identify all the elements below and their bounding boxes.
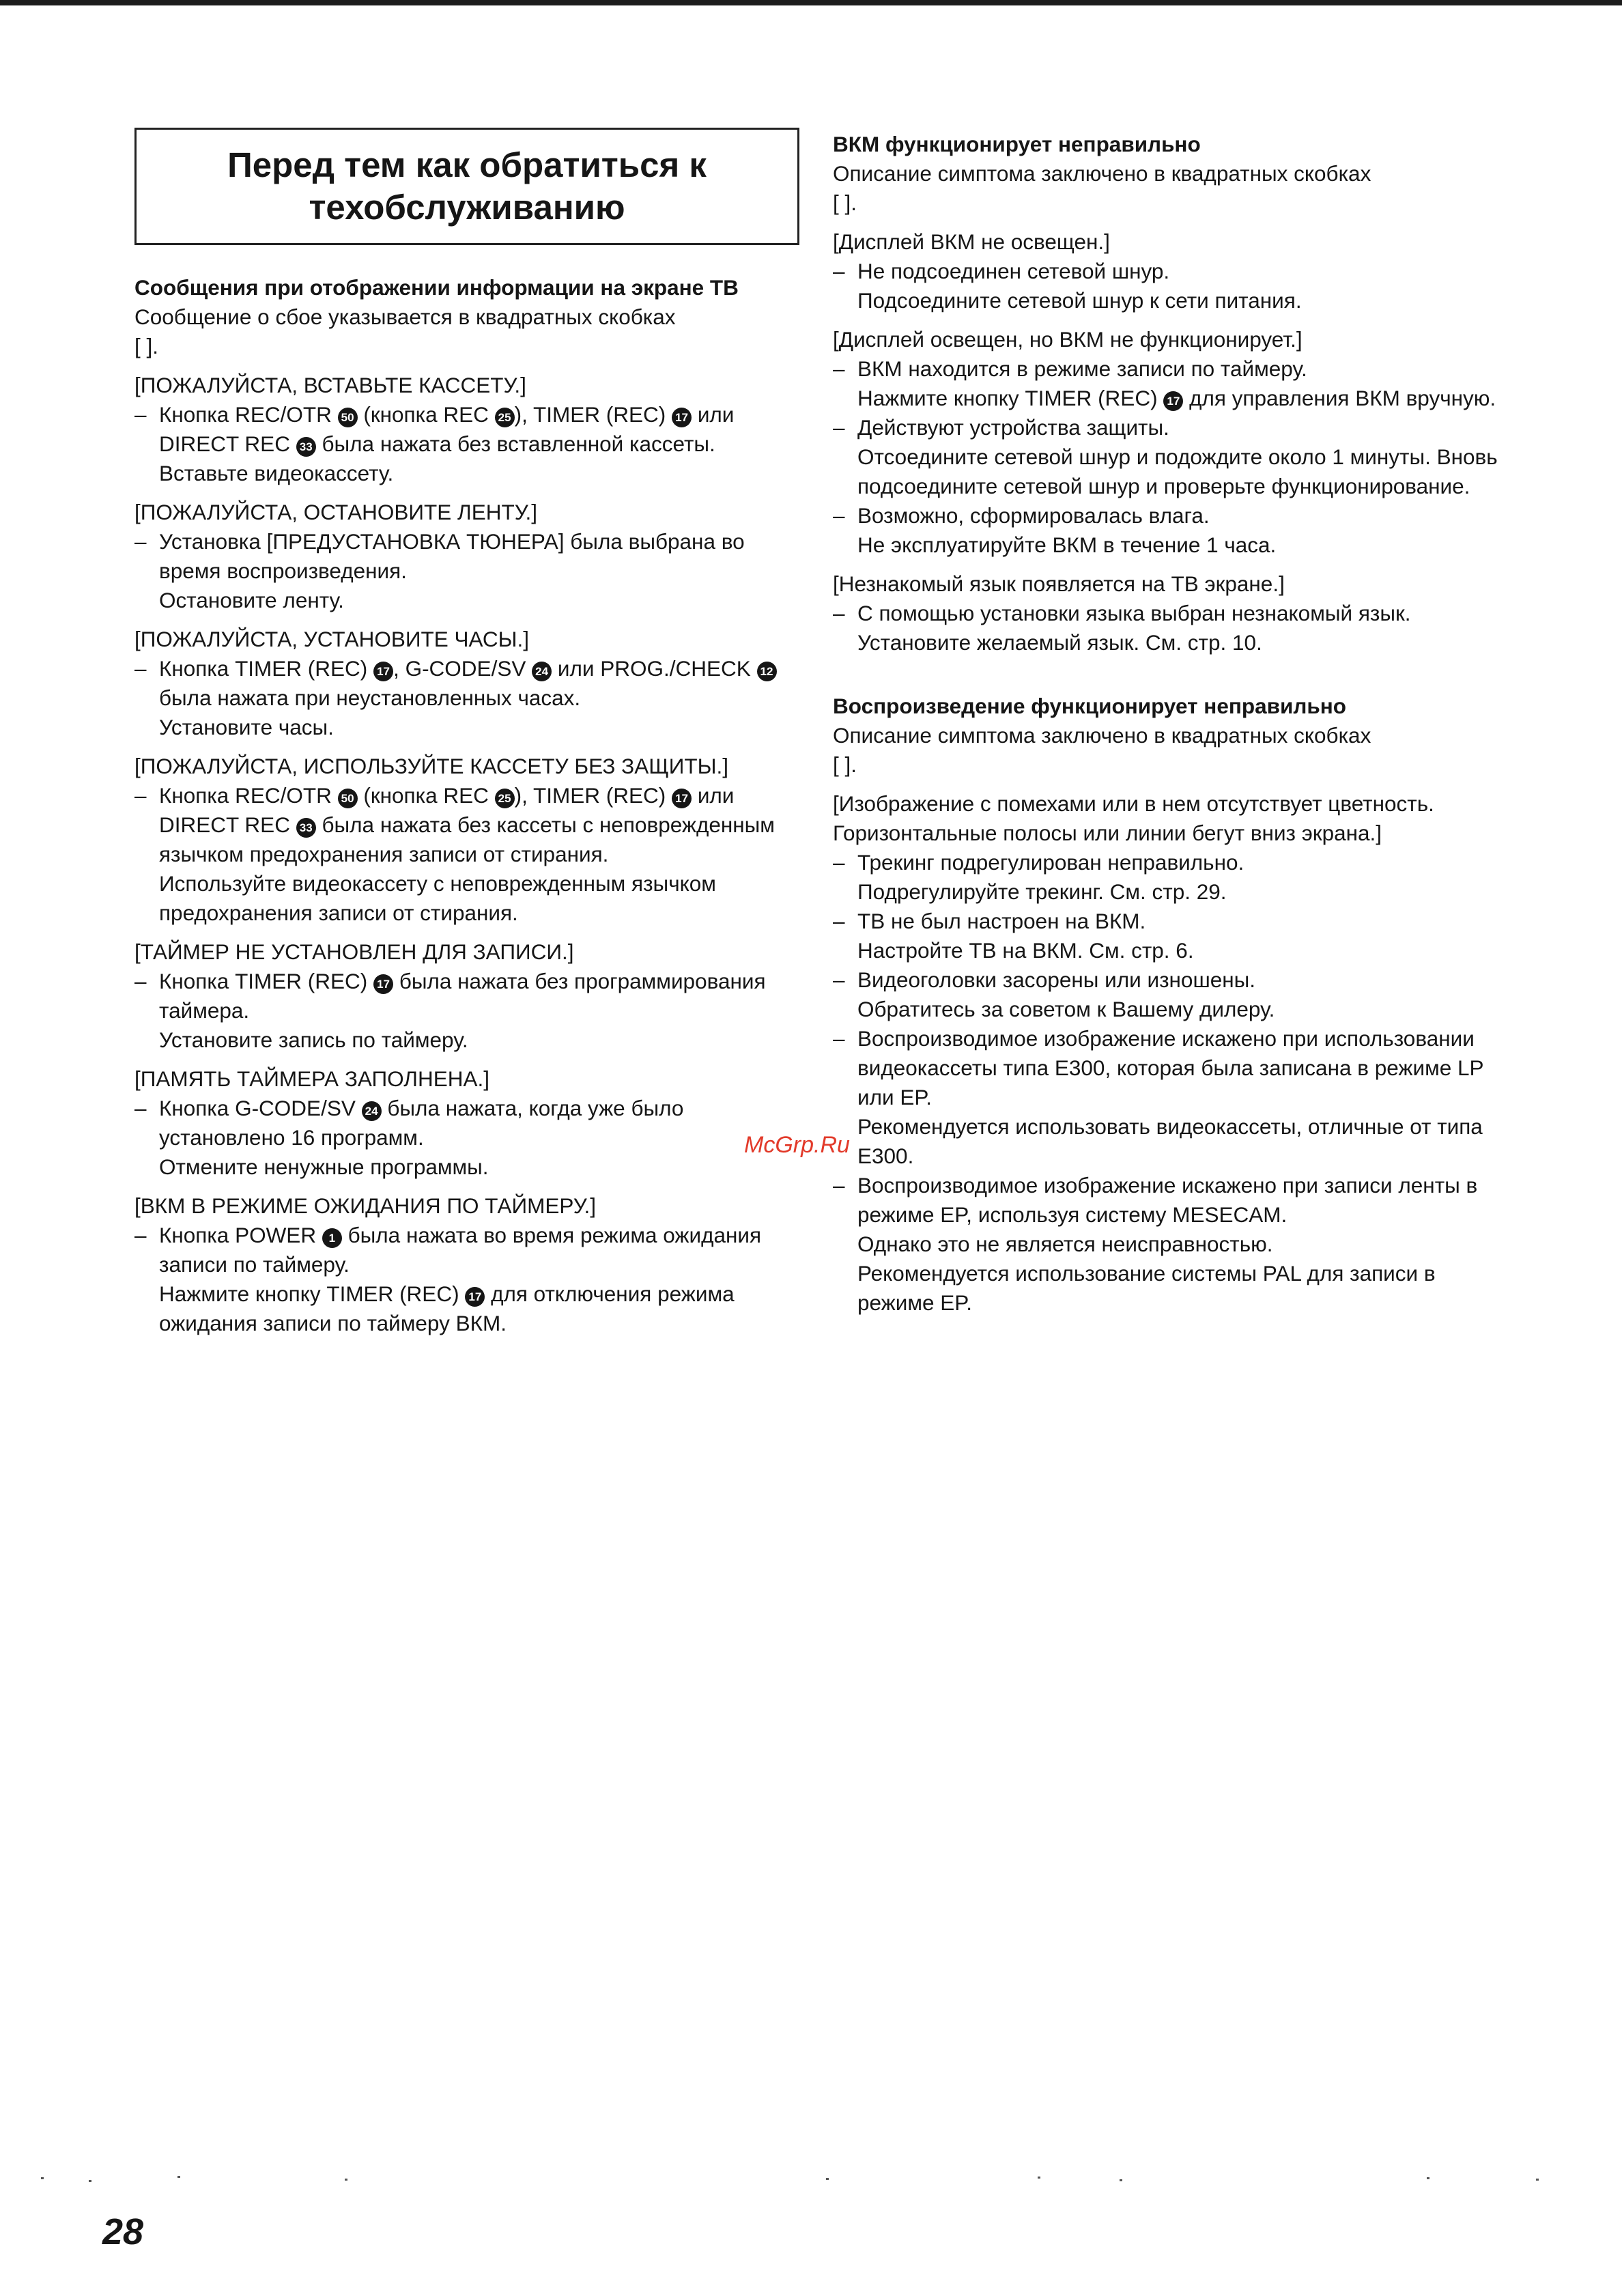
dash-bullet: – (833, 909, 845, 933)
remedy-text: Отмените ненужные программы. (159, 1154, 489, 1179)
dash-bullet: – (833, 850, 845, 875)
message-block (134, 625, 797, 742)
message-label: [ПАМЯТЬ ТАЙМЕРА ЗАПОЛНЕНА.] (134, 1066, 489, 1091)
page-title: Перед тем как обратиться к техобслуживанию (227, 145, 707, 227)
message-label: [ПОЖАЛУЙСТА, ВСТАВЬТЕ КАССЕТУ.] (134, 373, 526, 397)
remedy-text: Настройте ТВ на ВКМ. См. стр. 6. (857, 938, 1194, 963)
list-item: – Воспроизводимое изображение искажено при записи ленты в режиме EP, используя систему MESECAM. Однако это не является неисправностью. Рекомендуется использование системы PAL для записи в режиме EP. (833, 1171, 1516, 1318)
scan-speck (826, 2178, 829, 2180)
message-label: [ПОЖАЛУЙСТА, УСТАНОВИТЕ ЧАСЫ.] (134, 627, 529, 651)
brackets-note: [ ]. (833, 752, 857, 777)
number-badge: 17 (373, 974, 393, 994)
remedy-text: Остановите ленту. (159, 588, 344, 612)
section-intro: Описание симптома заключено в квадратных скобках (833, 161, 1371, 186)
remedy-text: Подрегулируйте трекинг. См. стр. 29. (857, 879, 1227, 904)
symptom-block (833, 789, 1516, 1318)
number-badge: 17 (373, 662, 393, 681)
symptom-block (833, 325, 1516, 560)
scan-speck (177, 2176, 180, 2178)
remedy-text: Вставьте видеокассету. (159, 461, 394, 485)
number-badge: 17 (1163, 391, 1183, 411)
remedy-text: Подсоедините сетевой шнур к сети питания. (857, 288, 1302, 313)
remedy-text: Рекомендуется использовать видеокассеты, отличные от типа E300. (857, 1114, 1483, 1168)
top-rule (0, 0, 1622, 5)
message-block (134, 1064, 797, 1182)
number-badge: 12 (757, 662, 777, 681)
message-block (134, 1191, 797, 1338)
number-badge: 1 (322, 1228, 342, 1248)
dash-bullet: – (134, 1223, 147, 1247)
list-item: – Кнопка REC/OTR 50 (кнопка REC 25 ), TIMER (REC) 17 или DIRECT REC 33 была нажата без вставленной кассеты. Вставьте видеокассету. (134, 400, 797, 488)
list-item: – Действуют устройства защиты. Отсоедините сетевой шнур и подождите около 1 минуты. Вновь подсоедините сетевой шнур и проверьте функционирование. (833, 413, 1516, 501)
dash-bullet: – (833, 1173, 845, 1197)
dash-bullet: – (833, 1026, 845, 1051)
dash-bullet: – (134, 529, 147, 554)
dash-bullet: – (134, 402, 147, 427)
section-heading: ВКМ функционирует неправильно (833, 132, 1201, 156)
left-column (134, 273, 797, 1338)
list-item: – ТВ не был настроен на ВКМ. Настройте ТВ на ВКМ. См. стр. 6. (833, 907, 1516, 965)
scan-speck (1536, 2179, 1539, 2181)
number-badge: 50 (338, 408, 358, 427)
number-badge: 17 (672, 789, 692, 808)
number-badge: 33 (296, 818, 316, 838)
section-heading: Сообщения при отображении информации на экране ТВ (134, 275, 739, 300)
number-badge: 24 (362, 1101, 382, 1121)
dash-bullet: – (833, 356, 845, 381)
symptom-label: [Незнакомый язык появляется на ТВ экране.] (833, 571, 1285, 596)
dash-bullet: – (833, 503, 845, 528)
dash-bullet: – (833, 967, 845, 992)
remedy-text: Однако это не является неисправностью. (857, 1232, 1273, 1256)
dash-bullet: – (833, 259, 845, 283)
number-badge: 33 (296, 437, 316, 457)
scan-speck (1038, 2177, 1040, 2179)
list-item: – Возможно, сформировалась влага. Не эксплуатируйте ВКМ в течение 1 часа. (833, 501, 1516, 560)
list-item: – Кнопка REC/OTR 50 (кнопка REC 25 ), TIMER (REC) 17 или DIRECT REC 33 была нажата без кассеты с неповрежденным язычком предохранения записи от стирания. Используйте видеокассету с неповрежденным язычком предохранения записи от стирания. (134, 781, 797, 928)
number-badge: 17 (672, 408, 692, 427)
list-item: – Видеоголовки засорены или изношены. Обратитесь за советом к Вашему дилеру. (833, 965, 1516, 1024)
brackets-note: [ ]. (134, 334, 159, 358)
section-heading: Воспроизведение функционирует неправильно (833, 694, 1347, 718)
list-item: – ВКМ находится в режиме записи по таймеру. Нажмите кнопку TIMER (REC) 17 для управления ВКМ вручную. (833, 354, 1516, 413)
remedy-text: Отсоедините сетевой шнур и подождите около 1 минуты. Вновь подсоедините сетевой шнур и проверьте функционирование. (857, 444, 1498, 498)
list-item: – Не подсоединен сетевой шнур. Подсоедините сетевой шнур к сети питания. (833, 257, 1516, 315)
dash-bullet: – (134, 1096, 147, 1120)
number-badge: 25 (495, 408, 515, 427)
scan-speck (1120, 2179, 1122, 2181)
message-block (134, 498, 797, 615)
list-item: – Кнопка TIMER (REC) 17 , G-CODE/SV 24 или PROG./CHECK 12 была нажата при неустановленных часах. Установите часы. (134, 654, 797, 742)
symptom-label: [Изображение с помехами или в нем отсутствует цветность. Горизонтальные полосы или линии бегут вниз экрана.] (833, 791, 1434, 845)
title-box (134, 128, 799, 245)
message-block (134, 937, 797, 1055)
remedy-text: Установите запись по таймеру. (159, 1027, 468, 1052)
scan-speck (1427, 2177, 1429, 2179)
dash-bullet: – (134, 969, 147, 993)
number-badge: 25 (495, 789, 515, 808)
message-block (134, 752, 797, 928)
watermark: McGrp.Ru (744, 1132, 850, 1158)
message-label: [ПОЖАЛУЙСТА, ОСТАНОВИТЕ ЛЕНТУ.] (134, 500, 538, 524)
message-label: [ТАЙМЕР НЕ УСТАНОВЛЕН ДЛЯ ЗАПИСИ.] (134, 939, 574, 964)
remedy-text: Установите желаемый язык. См. стр. 10. (857, 630, 1262, 655)
dash-bullet: – (134, 783, 147, 808)
scan-speck (89, 2180, 91, 2182)
message-label: [ПОЖАЛУЙСТА, ИСПОЛЬЗУЙТЕ КАССЕТУ БЕЗ ЗАЩИТЫ.] (134, 754, 729, 778)
dash-bullet: – (833, 415, 845, 440)
scan-speck (41, 2177, 44, 2179)
brackets-note: [ ]. (833, 190, 857, 215)
section-intro: Сообщение о сбое указывается в квадратных скобках (134, 304, 676, 329)
list-item: – Кнопка POWER 1 была нажата во время режима ожидания записи по таймеру. Нажмите кнопку TIMER (REC) 17 для отключения режима ожидания записи по таймеру ВКМ. (134, 1221, 797, 1338)
list-item: – Кнопка TIMER (REC) 17 была нажата без программирования таймера. Установите запись по таймеру. (134, 967, 797, 1055)
remedy-text: Рекомендуется использование системы PAL для записи в режиме EP. (857, 1261, 1436, 1315)
section-intro: Описание симптома заключено в квадратных скобках (833, 723, 1371, 748)
remedy-text: Обратитесь за советом к Вашему дилеру. (857, 997, 1275, 1021)
page-number: 28 (102, 2211, 144, 2252)
remedy-text: Нажмите кнопку TIMER (REC) 17 для отключения режима ожидания записи по таймеру ВКМ. (159, 1281, 735, 1335)
remedy-text: Установите часы. (159, 715, 334, 739)
list-item: – Трекинг подрегулирован неправильно. Подрегулируйте трекинг. См. стр. 29. (833, 848, 1516, 907)
list-item: – С помощью установки языка выбран незнакомый язык. Установите желаемый язык. См. стр. 10. (833, 599, 1516, 657)
right-column (833, 130, 1516, 1318)
symptom-label: [Дисплей освещен, но ВКМ не функционирует.] (833, 327, 1303, 352)
remedy-text: Не эксплуатируйте ВКМ в течение 1 часа. (857, 533, 1277, 557)
number-badge: 17 (465, 1287, 485, 1307)
scan-noise (0, 2174, 1622, 2188)
remedy-text: Нажмите кнопку TIMER (REC) 17 для управления ВКМ вручную. (857, 386, 1496, 410)
number-badge: 50 (338, 789, 358, 808)
number-badge: 24 (532, 662, 552, 681)
message-label: [ВКМ В РЕЖИМЕ ОЖИДАНИЯ ПО ТАЙМЕРУ.] (134, 1193, 597, 1218)
message-block (134, 371, 797, 488)
dash-bullet: – (134, 656, 147, 681)
dash-bullet: – (833, 601, 845, 625)
symptom-label: [Дисплей ВКМ не освещен.] (833, 229, 1110, 254)
list-item: – Кнопка G-CODE/SV 24 была нажата, когда уже было установлено 16 программ. Отмените ненужные программы. (134, 1094, 797, 1182)
list-item: – Установка [ПРЕДУСТАНОВКА ТЮНЕРА] была выбрана во время воспроизведения. Остановите ленту. (134, 527, 797, 615)
list-item: – Воспроизводимое изображение искажено при использовании видеокассеты типа E300, которая была записана в режиме LP или EP. Рекомендуется использовать видеокассеты, отличные от типа E300. (833, 1024, 1516, 1171)
remedy-text: Используйте видеокассету с неповрежденным язычком предохранения записи от стирания. (159, 871, 716, 925)
symptom-block (833, 569, 1516, 657)
scan-speck (345, 2179, 347, 2181)
symptom-block (833, 227, 1516, 315)
